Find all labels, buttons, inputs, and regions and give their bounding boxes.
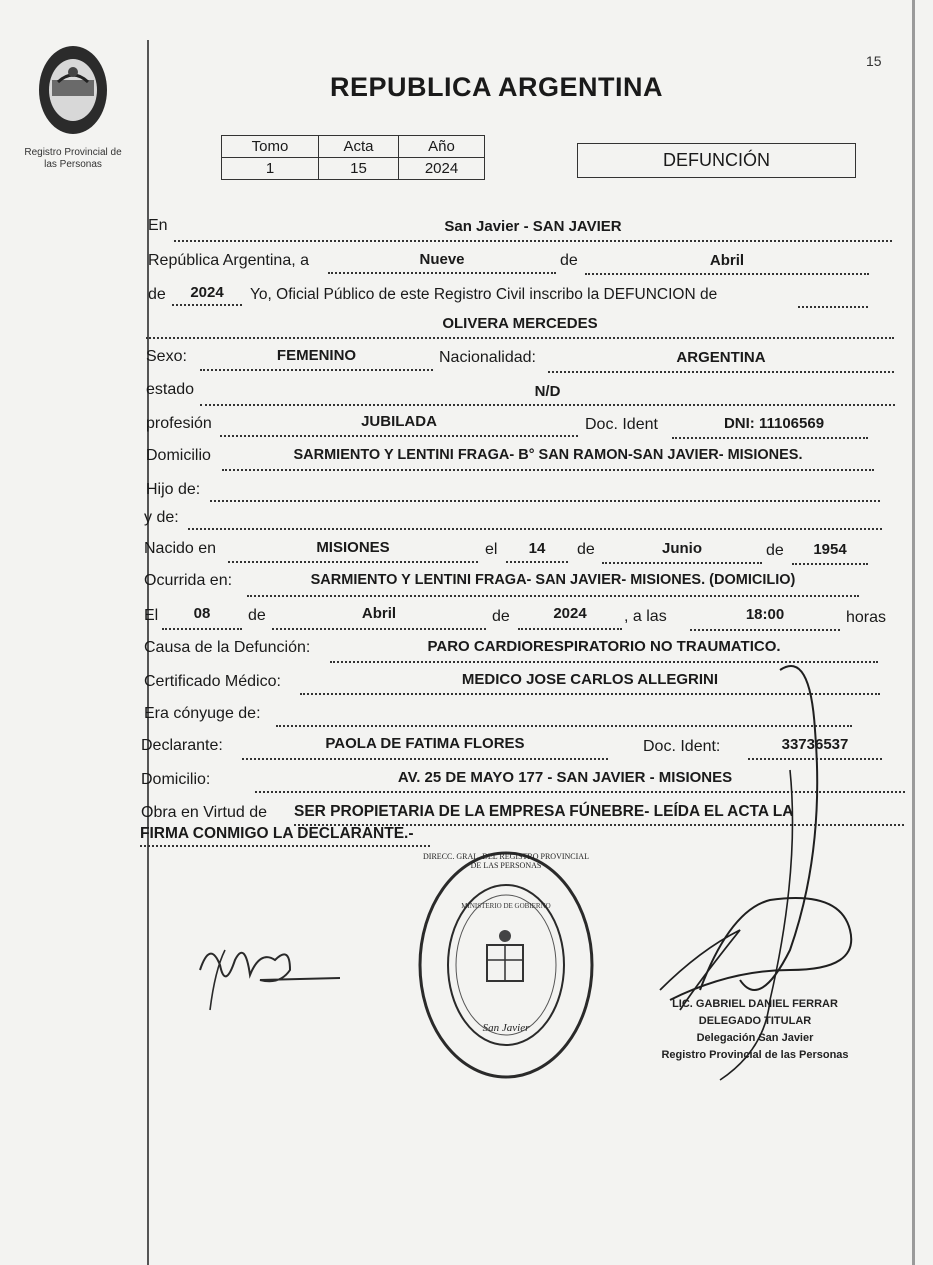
registry-table (221, 135, 485, 180)
death-year-value: 2024 (553, 605, 587, 622)
birth-year-value: 1954 (813, 541, 847, 558)
birthplace-value: MISIONES (316, 539, 390, 556)
label-causa: Causa de la Defunción: (144, 639, 311, 656)
label-y-de: y de: (144, 509, 179, 526)
official-signature-block (640, 996, 870, 1064)
dotted-line (172, 304, 242, 306)
address-value: SARMIENTO Y LENTINI FRAGA- B° SAN RAMON-SAN JAVIER- MISIONES. (293, 447, 803, 463)
year-value: 2024 (190, 284, 224, 301)
label-doc-ident-colon: Doc. Ident: (643, 738, 721, 755)
civil-status-value: N/D (534, 383, 561, 400)
legal-basis-line-2: FIRMA CONMIGO LA DECLARANTE.- (140, 825, 414, 842)
dotted-line (140, 845, 430, 847)
value-tomo: 1 (222, 158, 319, 180)
death-month-value: Abril (361, 605, 397, 622)
dotted-line (200, 369, 433, 371)
official-role: DELEGADO TITULAR (698, 1015, 812, 1027)
dotted-line (518, 628, 622, 630)
logo-caption-line-2: las Personas (44, 159, 102, 170)
dotted-line (146, 337, 894, 339)
dotted-line (328, 272, 556, 274)
birth-day-value: 14 (528, 540, 546, 557)
label-de: de (577, 541, 595, 558)
declarant-address-value: AV. 25 DE MAYO 177 - SAN JAVIER - MISIONES (397, 769, 733, 786)
label-sexo: Sexo: (146, 348, 187, 365)
dotted-line (672, 437, 868, 439)
header-anio: Año (399, 136, 485, 158)
registrar-statement: Yo, Oficial Público de este Registro Civil inscribo la DEFUNCION de (250, 286, 718, 303)
declarant-value: PAOLA DE FATIMA FLORES (325, 735, 525, 752)
death-place-value: SARMIENTO Y LENTINI FRAGA- SAN JAVIER- MISIONES. (DOMICILIO) (310, 572, 796, 588)
death-time-value: 18:00 (745, 606, 785, 623)
physician-value: MEDICO JOSE CARLOS ALLEGRINI (461, 671, 719, 688)
dotted-line (506, 561, 568, 563)
deceased-name: OLIVERA MERCEDES (442, 315, 598, 332)
label-el: el (485, 541, 498, 558)
dotted-line (585, 273, 869, 275)
official-name: LIC. GABRIEL DANIEL FERRAR (672, 998, 838, 1010)
document-title: REPUBLICA ARGENTINA (330, 72, 663, 102)
document-type-box: DEFUNCIÓN (577, 143, 856, 178)
birth-month-value: Junio (662, 540, 702, 557)
month-value: Abril (709, 252, 745, 269)
nationality-value: ARGENTINA (676, 349, 766, 366)
dotted-line (242, 758, 608, 760)
label-estado: estado (146, 381, 195, 398)
label-declarante: Declarante: (141, 737, 223, 754)
dotted-line (548, 371, 894, 373)
dotted-line (602, 562, 762, 564)
cause-of-death-value: PARO CARDIORESPIRATORIO NO TRAUMATICO. (427, 638, 781, 655)
label-profesion: profesión (146, 415, 212, 432)
dotted-line (798, 306, 868, 308)
label-conyuge: Era cónyuge de: (144, 705, 261, 722)
official-office: Delegación San Javier (696, 1032, 814, 1044)
label-certificado: Certificado Médico: (144, 673, 281, 690)
label-nacionalidad: Nacionalidad: (439, 349, 536, 366)
label-en: En (148, 217, 168, 234)
province-seal-logo (28, 42, 118, 142)
dotted-line (690, 629, 840, 631)
label-horas: horas (846, 609, 887, 626)
official-registry: Registro Provincial de las Personas (661, 1049, 849, 1061)
official-stamp (417, 850, 595, 1080)
declarant-doc-value: 33736537 (781, 736, 849, 753)
dotted-line (272, 628, 486, 630)
label-de: de (248, 607, 266, 624)
label-domicilio-colon: Domicilio: (141, 771, 211, 788)
label-nacido-en: Nacido en (144, 540, 217, 557)
day-value: Nueve (419, 251, 465, 268)
logo-caption-line-1: Registro Provincial de (24, 147, 122, 158)
label-republica: República Argentina, a (148, 252, 309, 269)
stamp-ring-text: DIRECC. GRAL. DEL REGISTRO PROVINCIAL DE LAS PERSONAS (423, 852, 589, 870)
declarant-signature (190, 930, 350, 1020)
label-de: de (148, 286, 166, 303)
dotted-line (222, 469, 874, 471)
profession-value: JUBILADA (361, 413, 437, 430)
legal-basis-line-1: SER PROPIETARIA DE LA EMPRESA FÚNEBRE- LEÍDA EL ACTA LA (294, 803, 794, 820)
label-de: de (560, 252, 578, 269)
label-el-cap: El (144, 607, 159, 624)
place-value: San Javier - SAN JAVIER (444, 218, 622, 235)
label-de: de (766, 542, 784, 559)
dotted-line (210, 500, 880, 502)
dotted-line (228, 561, 478, 563)
dotted-line (220, 435, 578, 437)
dotted-line (792, 563, 868, 565)
dotted-line (188, 528, 882, 530)
label-de: de (492, 608, 510, 625)
dni-value: DNI: 11106569 (723, 415, 825, 432)
header-tomo: Tomo (222, 136, 319, 158)
value-anio: 2024 (399, 158, 485, 180)
header-acta: Acta (319, 136, 399, 158)
death-day-value: 08 (193, 605, 211, 622)
page-edge (912, 0, 915, 1265)
logo-caption (6, 147, 140, 171)
dotted-line (247, 595, 859, 597)
label-domicilio: Domicilio (146, 447, 211, 464)
page-number: 15 (866, 53, 882, 69)
dotted-line (200, 404, 895, 406)
label-ocurrida-en: Ocurrida en: (144, 572, 233, 589)
label-doc-ident: Doc. Ident (585, 416, 658, 433)
label-hijo-de: Hijo de: (146, 481, 201, 498)
label-obra-en-virtud: Obra en Virtud de (141, 804, 268, 821)
label-a-las: , a las (624, 608, 667, 625)
stamp-center-text: San Javier (482, 1022, 530, 1034)
dotted-line (162, 628, 242, 630)
dotted-line (174, 240, 892, 242)
value-acta: 15 (319, 158, 399, 180)
sex-value: FEMENINO (276, 347, 357, 364)
stamp-inner-text: MINISTERIO DE GOBIERNO (461, 902, 551, 910)
